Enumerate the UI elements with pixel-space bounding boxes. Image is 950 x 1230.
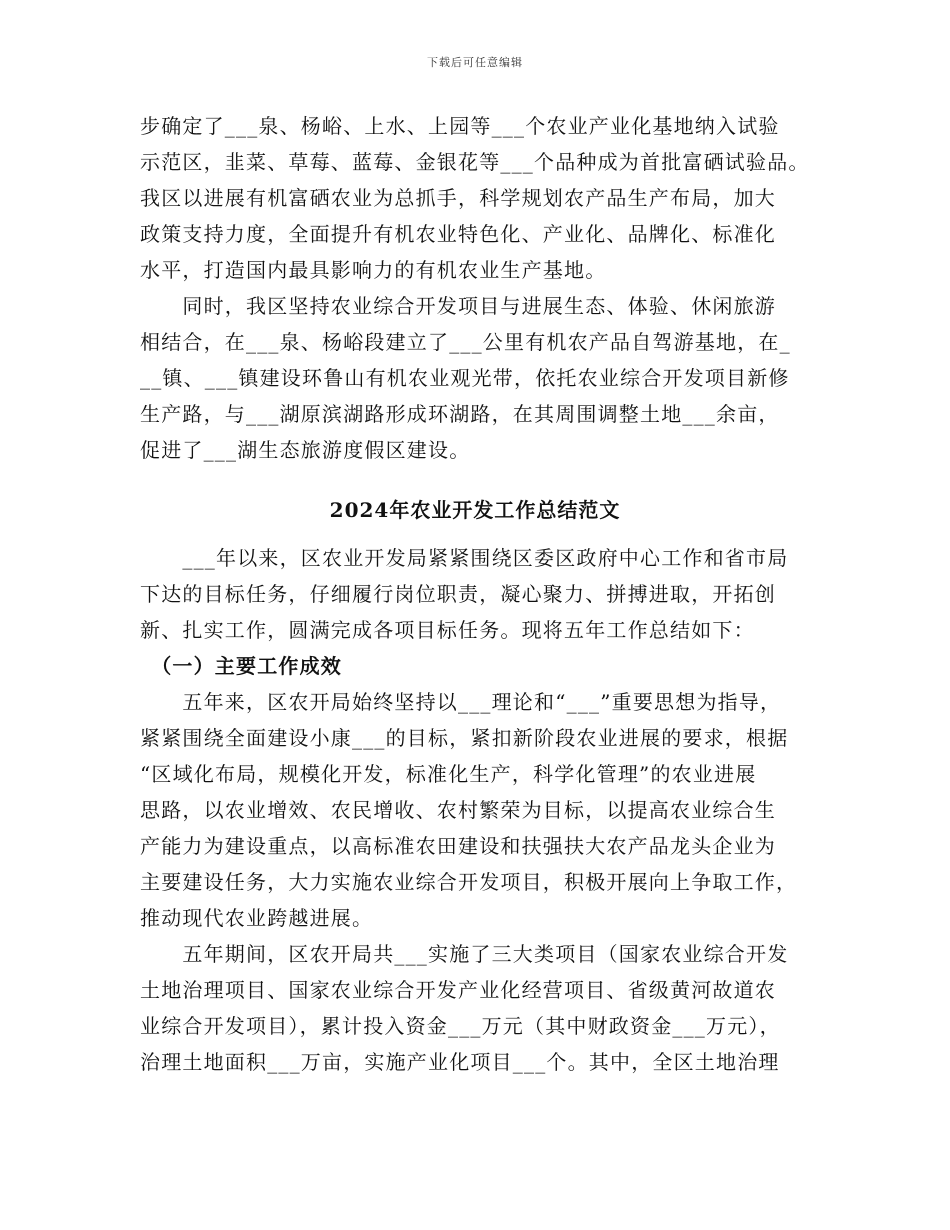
text-line: __镇、___镇建设环鲁山有机农业观光带，依托农业综合开发项目新修 <box>140 366 790 390</box>
text-line: 示范区，韭菜、草莓、蓝莓、金银花等___个品种成为首批富硒试验品。 <box>140 150 810 174</box>
text-line: 治理土地面积___万亩，实施产业化项目___个。其中，全区土地治理 <box>140 1050 780 1074</box>
text-line: 步确定了___泉、杨峪、上水、上园等___个农业产业化基地纳入试验 <box>140 114 780 138</box>
text-line: 同时，我区坚持农业综合开发项目与进展生态、体验、休闲旅游 <box>140 294 776 318</box>
text-line: “区域化布局，规模化开发，标准化生产，科学化管理”的农业进展 <box>140 762 757 786</box>
text-line: 产能力为建设重点，以高标准农田建设和扶强扶大农产品龙头企业为 <box>140 834 776 858</box>
text-line: 政策支持力度，全面提升有机农业特色化、产业化、品牌化、标准化 <box>140 222 776 246</box>
page-header-note: 下载后可任意编辑 <box>427 56 523 69</box>
text-line: 业综合开发项目），累计投入资金___万元（其中财政资金___万元）， <box>140 1014 781 1038</box>
text-line: 土地治理项目、国家农业综合开发产业化经营项目、省级黄河故道农 <box>140 978 776 1002</box>
text-line: 下达的目标任务，仔细履行岗位职责，凝心聚力、拼搏进取，开拓创 <box>140 582 776 606</box>
text-line: 促进了___湖生态旅游度假区建设。 <box>140 438 471 462</box>
text-line: 我区以进展有机富硒农业为总抓手，科学规划农产品生产布局，加大 <box>140 186 776 210</box>
section-heading: （一）主要工作成效 <box>140 654 342 678</box>
text-line: 五年来，区农开局始终坚持以___理论和“___”重要思想为指导， <box>140 690 782 714</box>
text-line: 生产路，与___湖原滨湖路形成环湖路，在其周围调整土地___余亩， <box>140 402 780 426</box>
text-line: 主要建设任务，大力实施农业综合开发项目，积极开展向上争取工作， <box>140 870 798 894</box>
text-line: 新、扎实工作，圆满完成各项目标任务。现将五年工作总结如下： <box>140 618 755 642</box>
text-line: 水平，打造国内最具影响力的有机农业生产基地。 <box>140 258 607 282</box>
text-line: 思路，以农业增效、农民增收、农村繁荣为目标，以提高农业综合生 <box>140 798 776 822</box>
document-title: 2024年农业开发工作总结范文 <box>329 498 621 522</box>
text-line: ___年以来，区农业开发局紧紧围绕区委区政府中心工作和省市局 <box>140 546 789 570</box>
text-line: 紧紧围绕全面建设小康___的目标，紧扣新阶段农业进展的要求，根据 <box>140 726 789 750</box>
text-line: 相结合，在___泉、杨峪段建立了___公里有机农产品自驾游基地，在_ <box>140 330 791 354</box>
text-line: 五年期间，区农开局共___实施了三大类项目（国家农业综合开发 <box>140 942 789 966</box>
text-line: 推动现代农业跨越进展。 <box>140 906 374 930</box>
